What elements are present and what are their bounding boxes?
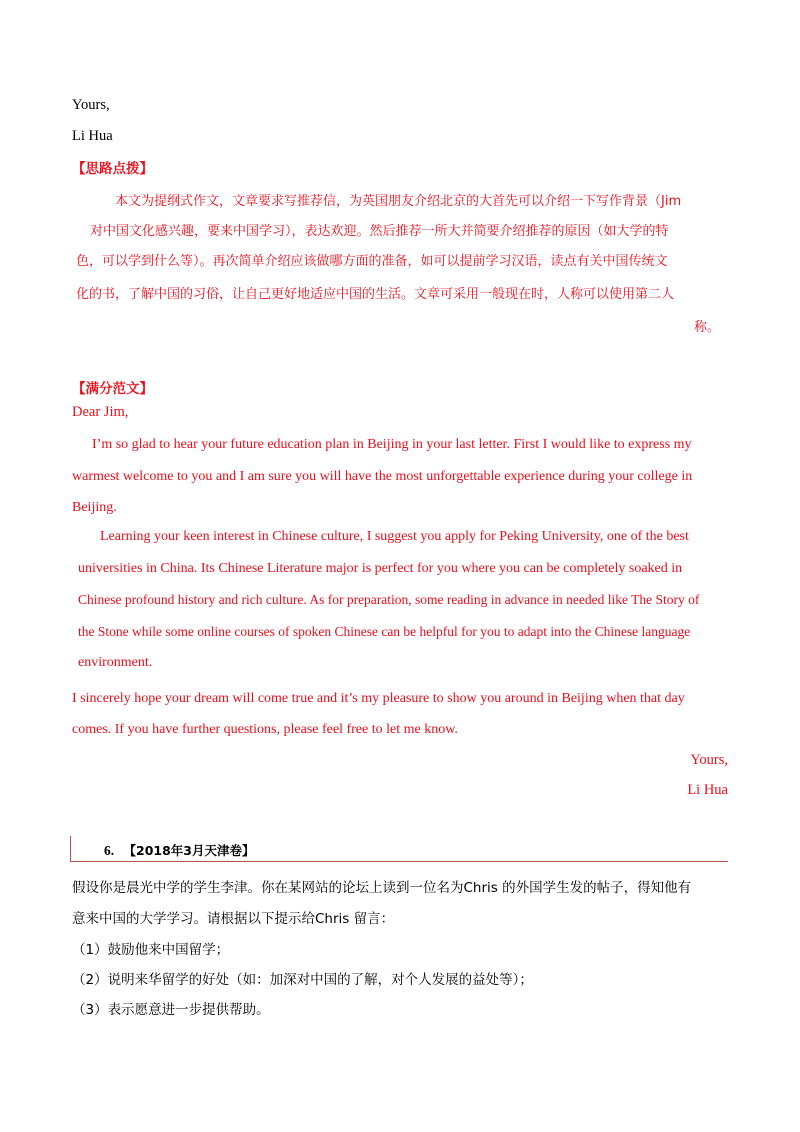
analysis-heading: 【思路点拨】 [72, 161, 153, 177]
analysis-line-1: 本文为提纲式作文，文章要求写推荐信，为英国朋友介绍北京的大首先可以介绍一下写作背景（Jim [115, 194, 682, 209]
essay-para1-line-3: Beijing. [72, 500, 117, 515]
analysis-line-4: 化的书，了解中国的习俗，让自己更好地适应中国的生活。文章可采用一般现在时，人称可以使用第二人 [76, 287, 675, 302]
essay-para3-line-2: comes. If you have further questions, please feel free to let me know. [72, 722, 458, 737]
essay-para2-line-2: universities in China. Its Chinese Literature major is perfect for you where you can be completely soaked in [78, 561, 683, 576]
question-header-underline [70, 861, 728, 862]
analysis-line-5: 称。 [693, 320, 720, 335]
essay-para1-line-2: warmest welcome to you and I am sure you will have the most unforgettable experience during your college in [72, 469, 693, 484]
essay-closing: Yours, [690, 752, 728, 768]
essay-para2-line-3: Chinese profound history and rich culture. As for preparation, some reading in advance in needed like The Story of [78, 592, 700, 607]
analysis-line-2: 对中国文化感兴趣，要来中国学习），表达欢迎。然后推荐一所大并简要介绍推荐的原因（如大学的特 [90, 224, 669, 239]
question-item-3: （3）表示愿意进一步提供帮助。 [72, 1002, 270, 1018]
top-letter-closing: Yours, [72, 97, 110, 113]
essay-para2-line-1: Learning your keen interest in Chinese culture, I suggest you apply for Peking University, one of the best [100, 529, 689, 544]
question-header [104, 841, 255, 859]
question-item-2: （2）说明来华留学的好处（如：加深对中国的了解，对个人发展的益处等）； [72, 972, 533, 988]
essay-greeting: Dear Jim, [72, 404, 129, 420]
question-header-left-rule [70, 836, 71, 862]
essay-heading: 【满分范文】 [72, 381, 153, 397]
question-number: 6. [104, 843, 115, 858]
essay-signature: Li Hua [687, 782, 728, 798]
question-intro-line-1: 假设你是晨光中学的学生李津。你在某网站的论坛上读到一位名为Chris 的外国学生发的帖子，得知他有 [72, 880, 692, 896]
essay-para3-line-1: I sincerely hope your dream will come true and it’s my pleasure to show you around in Beijing when that day [72, 691, 685, 706]
essay-para2-line-4: the Stone while some online courses of spoken Chinese can be helpful for you to adapt into the Chinese language [78, 624, 691, 639]
essay-para2-line-5: environment. [78, 655, 153, 670]
top-letter-signature: Li Hua [72, 128, 113, 144]
question-source: 【2018年3月天津卷】 [123, 843, 255, 858]
question-item-1: （1）鼓励他来中国留学； [72, 942, 230, 958]
analysis-line-3: 色，可以学到什么等）。再次简单介绍应该做哪方面的准备，如可以提前学习汉语，读点有关中国传统文 [76, 254, 668, 269]
question-intro-line-2: 意来中国的大学学习。请根据以下提示给Chris 留言： [72, 911, 395, 927]
essay-para1-line-1: I’m so glad to hear your future education plan in Beijing in your last letter. First I would like to express my [92, 437, 692, 452]
